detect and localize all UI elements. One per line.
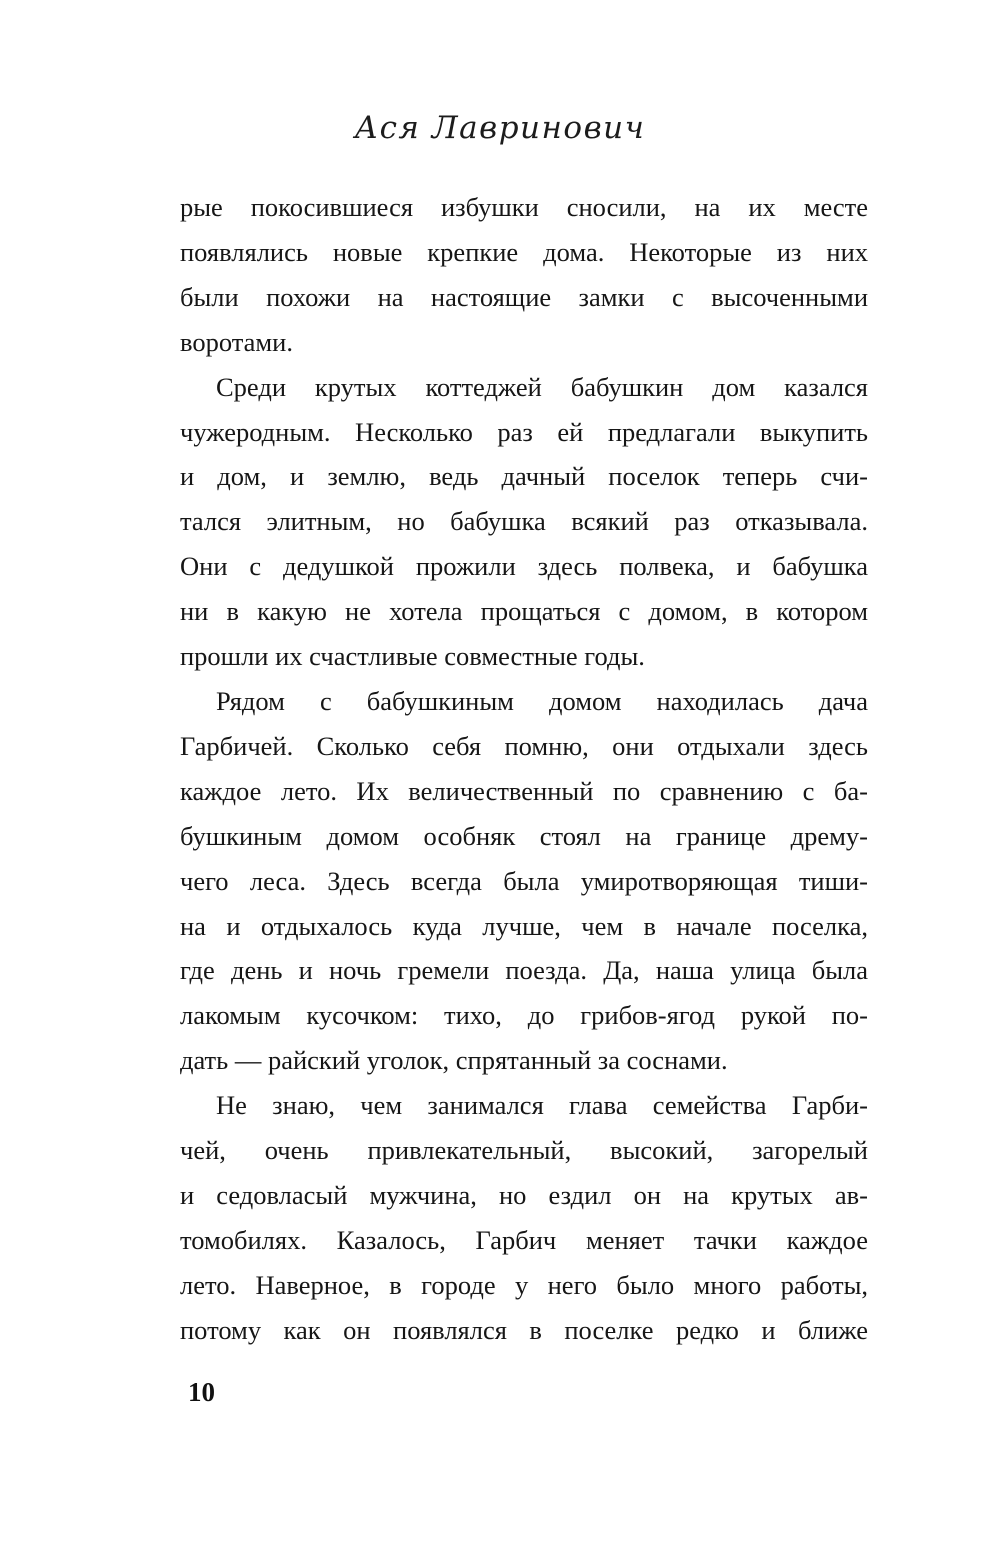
- text-line: чужеродным. Несколько раз ей предлагали выкупить: [180, 416, 868, 447]
- body-text: [180, 185, 868, 1353]
- text-line: Гарбичей. Сколько себя помню, они отдыхали здесь: [180, 730, 868, 761]
- author-running-header: Ася Лавринович: [354, 110, 646, 146]
- text-line: на и отдыхалось куда лучше, чем в начале поселка,: [180, 910, 868, 941]
- text-line: воротами.: [180, 326, 293, 357]
- text-line: чего леса. Здесь всегда была умиротворяющая тиши-: [180, 865, 868, 896]
- text-line: бушкиным домом особняк стоял на границе дрему-: [180, 820, 868, 851]
- text-line: были похожи на настоящие замки с высоченными: [180, 281, 868, 312]
- text-line: тался элитным, но бабушка всякий раз отказывала.: [180, 506, 868, 537]
- text-line: рые покосившиеся избушки сносили, на их месте: [180, 192, 868, 222]
- page-number: 10: [188, 1377, 215, 1407]
- text-line: чей, очень привлекательный, высокий, загорелый: [180, 1135, 868, 1166]
- text-line: Не знаю, чем занимался глава семейства Гарби-: [216, 1090, 868, 1121]
- text-line: лакомым кусочком: тихо, до грибов-ягод рукой по-: [180, 1000, 868, 1031]
- text-line: появлялись новые крепкие дома. Некоторые из них: [180, 236, 868, 267]
- text-line: Среди крутых коттеджей бабушкин дом казался: [216, 371, 868, 402]
- text-line: лето. Наверное, в городе у него было много работы,: [180, 1269, 868, 1300]
- text-line: и седовласый мужчина, но ездил он на крутых ав-: [180, 1179, 868, 1210]
- text-line: где день и ночь гремели поезда. Да, наша улица была: [180, 955, 868, 986]
- text-line: ни в какую не хотела прощаться с домом, в котором: [180, 596, 868, 627]
- text-line: Они с дедушкой прожили здесь полвека, и бабушка: [180, 551, 868, 582]
- text-line: и дом, и землю, ведь дачный поселок теперь счи-: [180, 461, 868, 492]
- text-line: томобилях. Казалось, Гарбич меняет тачки каждое: [180, 1224, 868, 1255]
- text-line: каждое лето. Их величественный по сравнению с ба-: [180, 775, 868, 806]
- text-line: дать — райский уголок, спрятанный за соснами.: [180, 1045, 728, 1076]
- text-line: Рядом с бабушкиным домом находилась дача: [216, 685, 868, 716]
- text-line: прошли их счастливые совместные годы.: [180, 641, 645, 672]
- text-line: потому как он появлялся в поселке редко и ближе: [180, 1314, 868, 1345]
